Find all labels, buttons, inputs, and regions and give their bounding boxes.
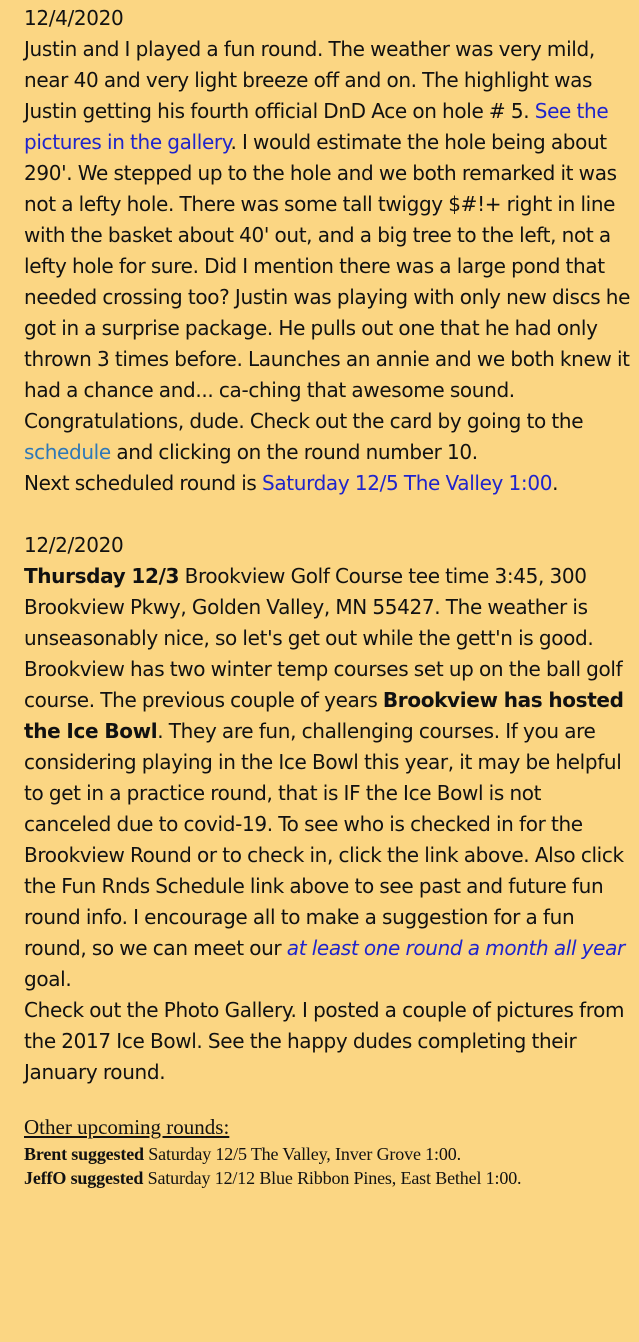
- spacer: [24, 499, 631, 530]
- suggester: Brent suggested: [24, 1144, 144, 1164]
- round-day: Thursday 12/3: [24, 564, 180, 588]
- next-round-prefix: Next scheduled round is: [24, 471, 262, 495]
- post-12-4-2020: [24, 3, 631, 499]
- post-12-2-2020: [24, 530, 631, 1088]
- post-text: Justin and I played a fun round. The weather was very mild, near 40 and very light breeze off and on. The highlight was Justin getting his fourth official DnD Ace on hole # 5.: [24, 37, 595, 123]
- next-round-line: [24, 468, 631, 499]
- post-text: and clicking on the round number 10.: [110, 440, 478, 464]
- post-text: . I would estimate the hole being about 290'. We stepped up to the hole and we both remarked it was not a lefty hole. There was some tall twiggy $#!+ right in line with the basket about 40' out, and a big tree to the left, not a lefty hole for sure. Did I mention there was a large pond that needed crossing too? Justin was playing with only new discs he got in a surprise package. He pulls out one that he had only thrown 3 times before. Launches an annie and we both knew it had a chance and... ca-ching that awesome sound. Congratulations, dude. Check out the card by going to the: [24, 130, 631, 433]
- next-round-link[interactable]: Saturday 12/5 The Valley 1:00: [262, 471, 553, 495]
- post-body: [24, 34, 631, 468]
- ice-bowl-highlight: Brookview has hosted the Ice Bowl: [24, 688, 624, 743]
- photo-gallery-note: Check out the Photo Gallery. I posted a couple of pictures from the 2017 Ice Bowl. See the happy dudes completing their January round.: [24, 998, 625, 1084]
- upcoming-round-item: [24, 1142, 631, 1166]
- other-upcoming-rounds: [24, 1114, 631, 1190]
- next-round-suffix: .: [552, 471, 559, 495]
- post-date: 12/2/2020: [24, 533, 124, 557]
- round-details: Saturday 12/12 Blue Ribbon Pines, East Bethel 1:00.: [143, 1168, 522, 1188]
- gallery-link[interactable]: See the pictures in the gallery: [24, 99, 609, 154]
- round-details: Saturday 12/5 The Valley, Inver Grove 1:00.: [143, 1144, 461, 1164]
- other-rounds-heading: Other upcoming rounds:: [24, 1115, 230, 1139]
- post-body: [24, 561, 631, 995]
- upcoming-round-item: [24, 1166, 631, 1190]
- post-date: 12/4/2020: [24, 6, 124, 30]
- post-text: . They are fun, challenging courses. If you are considering playing in the Ice Bowl this year, it may be helpful to get in a practice round, that is IF the Ice Bowl is not canceled due to covid-19. To see who is checked in for the Brookview Round or to check in, click the link above. Also click the Fun Rnds Schedule link above to see past and future fun round info. I encourage all to make a suggestion for a fun round, so we can meet our: [24, 719, 624, 960]
- schedule-link[interactable]: schedule: [24, 440, 111, 464]
- suggester: JeffO suggested: [24, 1168, 144, 1188]
- goal-text: at least one round a month all year: [286, 936, 625, 960]
- post-text: goal.: [24, 967, 72, 991]
- post-text: Brookview Golf Course tee time 3:45, 300 Brookview Pkwy, Golden Valley, MN 55427. The weather is unseasonably nice, so let's get out while the gett'n is good. Brookview has two winter temp courses set up on the ball golf course. The previous couple of years: [24, 564, 623, 712]
